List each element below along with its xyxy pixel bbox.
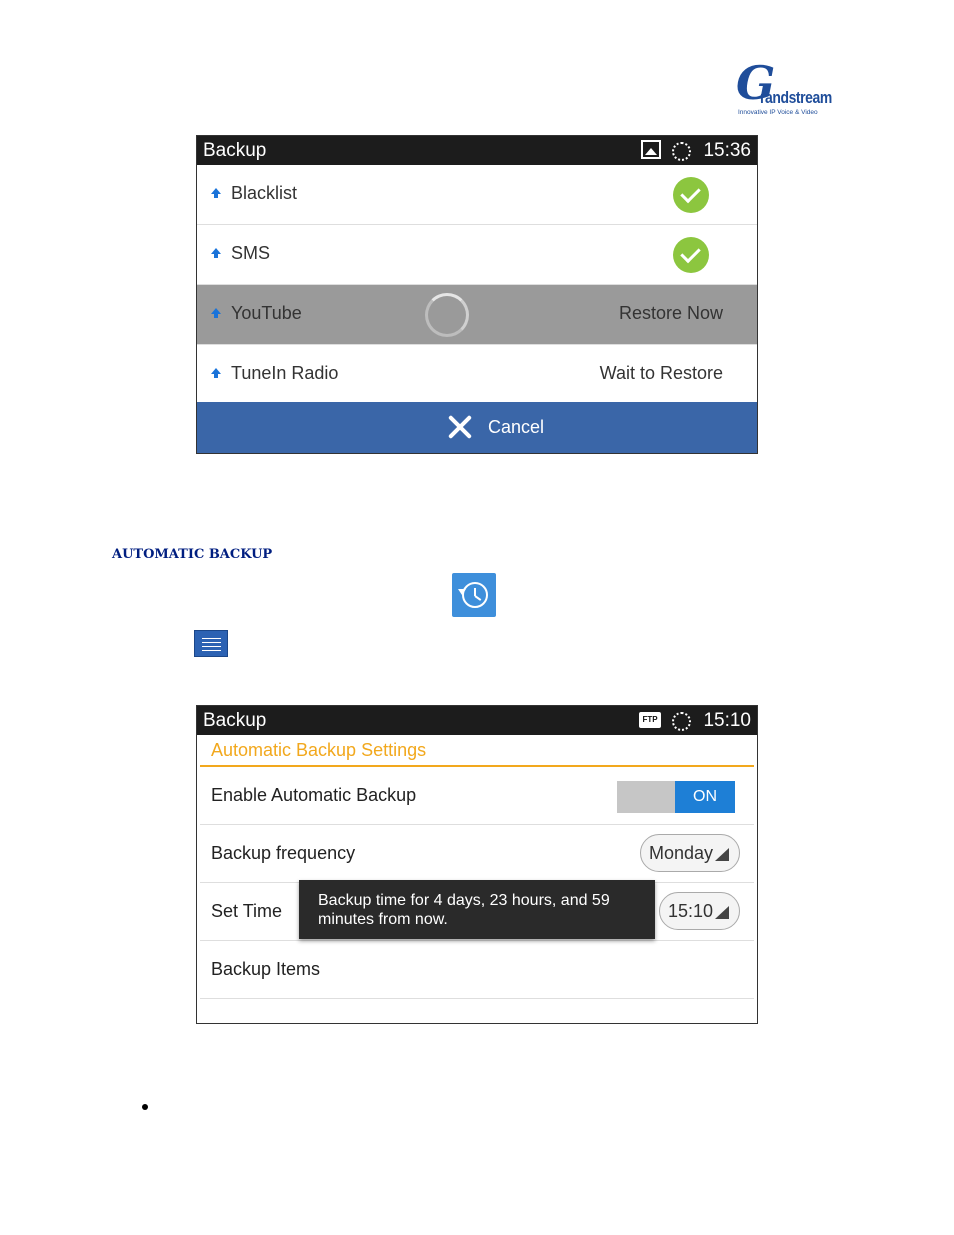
check-icon [673, 237, 709, 273]
screen-title: Backup [203, 140, 267, 161]
list-item-label: SMS [231, 243, 271, 263]
frequency-value: Monday [648, 843, 713, 863]
restore-status: Restore Now [618, 303, 723, 323]
enable-backup-row[interactable] [200, 767, 754, 825]
status-bar [197, 136, 757, 165]
dropdown-arrow-icon [715, 906, 729, 919]
cancel-button[interactable] [197, 402, 757, 453]
automatic-backup-screenshot [196, 705, 758, 1024]
upload-arrow-icon [211, 248, 221, 254]
logo-wordmark: randstream [760, 88, 832, 107]
cancel-label: Cancel [488, 417, 545, 437]
clock-time: 15:10 [703, 710, 751, 731]
history-icon [452, 573, 496, 617]
status-bar [197, 706, 757, 735]
bullet-point [142, 1104, 148, 1110]
enable-backup-label: Enable Automatic Backup [211, 785, 417, 805]
frequency-dropdown[interactable] [640, 834, 740, 872]
list-item-blacklist[interactable] [197, 165, 757, 225]
rewind-arrow-icon [458, 589, 466, 595]
dropdown-arrow-icon [715, 848, 729, 861]
backup-restore-screenshot [196, 135, 758, 454]
restore-status: Wait to Restore [599, 363, 723, 383]
ftp-icon: FTP [639, 712, 661, 728]
logo-mark: G [736, 56, 776, 110]
logo-tagline: Innovative IP Voice & Video [738, 109, 818, 116]
list-item-label: TuneIn Radio [231, 363, 339, 383]
backup-items-label: Backup Items [211, 959, 321, 979]
close-icon [447, 414, 473, 440]
picture-icon [641, 140, 661, 159]
sync-icon [672, 142, 691, 161]
section-heading: AUTOMATIC BACKUP [112, 547, 273, 562]
list-item-label: YouTube [231, 303, 302, 323]
backup-frequency-row[interactable] [200, 825, 754, 883]
grandstream-logo [736, 56, 836, 118]
list-item-tunein-radio[interactable] [197, 345, 757, 405]
sync-icon [672, 712, 691, 731]
backup-frequency-label: Backup frequency [211, 843, 356, 863]
clock-time: 15:36 [703, 140, 751, 161]
menu-icon [194, 630, 228, 657]
set-time-label: Set Time [211, 901, 283, 921]
list-item-sms[interactable] [197, 225, 757, 285]
clock-icon [462, 582, 488, 608]
list-item-label: Blacklist [231, 183, 298, 203]
list-item-youtube[interactable] [197, 285, 757, 345]
time-dropdown[interactable] [659, 892, 740, 930]
enable-backup-toggle[interactable] [617, 781, 735, 813]
loading-spinner-icon [425, 293, 469, 337]
screen-title: Backup [203, 710, 267, 731]
upload-arrow-icon [211, 368, 221, 374]
upload-arrow-icon [211, 308, 221, 314]
settings-title: Automatic Backup Settings [211, 740, 427, 760]
time-value: 15:10 [667, 901, 713, 921]
settings-header [200, 735, 754, 767]
toast-message: Backup time for 4 days, 23 hours, and 59 minutes from now. [299, 880, 655, 939]
backup-items-row[interactable] [200, 941, 754, 999]
upload-arrow-icon [211, 188, 221, 194]
toggle-on-label: ON [675, 781, 735, 813]
check-icon [673, 177, 709, 213]
